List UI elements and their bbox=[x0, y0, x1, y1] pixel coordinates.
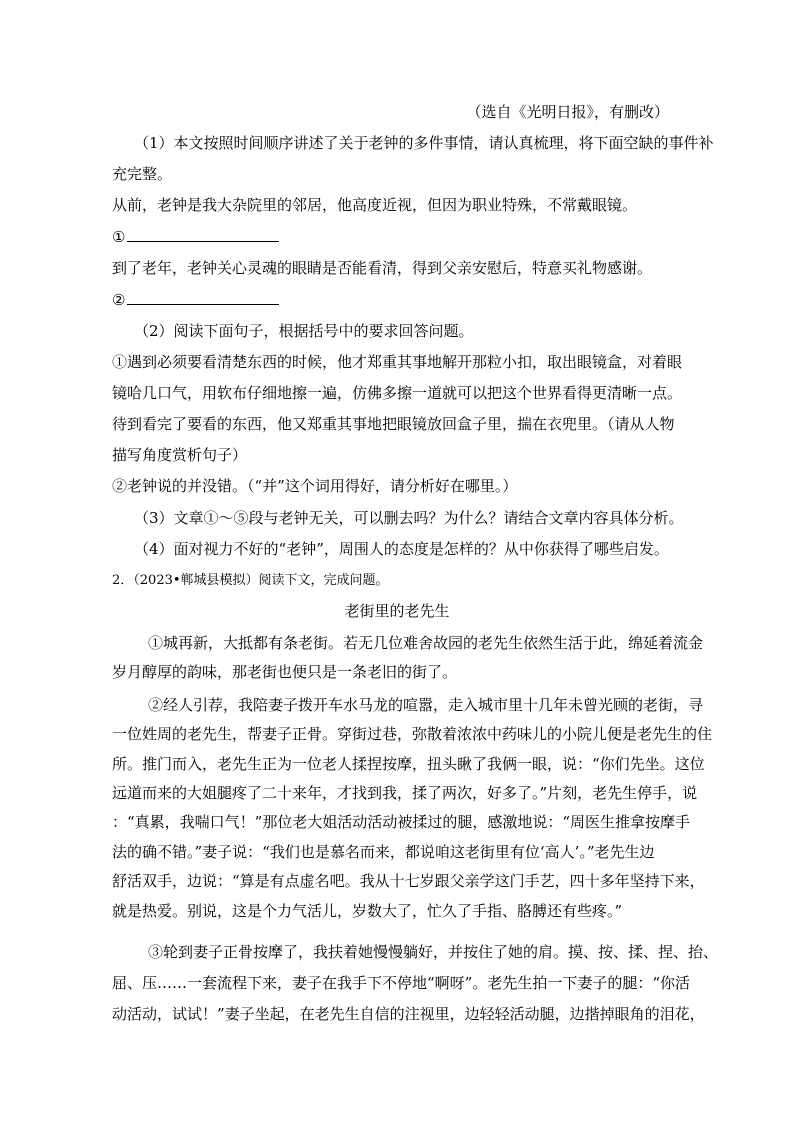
blank-1-label: ① bbox=[112, 228, 126, 246]
paragraph-3-line-3: 动活动，试试！”妻子坐起，在老先生自信的注视里，边轻轻活动腿，边揩掉眼角的泪花， bbox=[112, 1005, 705, 1023]
question-1-prompt: （1）本文按照时间顺序讲述了关于老钟的多件事情，请认真梳理，将下面空缺的事件补 bbox=[134, 134, 714, 152]
paragraph-2-line-8: 就是热爱。别说，这是个力气活儿，岁数大了，忙久了手指、胳膊还有些疼。” bbox=[112, 902, 623, 920]
answer-blank-1[interactable] bbox=[112, 227, 694, 247]
event-a: 从前，老钟是我大杂院里的邻居，他高度近视，但因为职业特殊，不常戴眼镜。 bbox=[112, 196, 638, 214]
paragraph-3-line-2: 屈、压……一套流程下来，妻子在我手下不停地“啊呀”。老先生拍一下妻子的腿：“你活 bbox=[112, 974, 691, 992]
question-2-item-1-line-1: ①遇到必须要看清楚东西的时候，他才郑重其事地解开那粒小扣，取出眼镜盒，对着眼 bbox=[112, 353, 683, 371]
paragraph-2-line-2: 一位姓周的老先生，帮妻子正骨。穿街过巷，弥散着浓浓中药味儿的小院儿便是老先生的住 bbox=[112, 725, 713, 743]
blank-1-line[interactable] bbox=[127, 227, 279, 242]
question-2-item-1-line-3: 待到看完了要看的东西，他又郑重其事地把眼镜放回盒子里，揣在衣兜里。（请从人物 bbox=[112, 415, 675, 433]
paragraph-1-line-2: 岁月醇厚的韵味，那老街也便只是一条老旧的街了。 bbox=[112, 663, 458, 681]
passage-title: 老街里的老先生 bbox=[344, 602, 450, 620]
blank-2-line[interactable] bbox=[127, 290, 279, 305]
question-2-item-2: ②老钟说的并没错。（“并”这个词用得好，请分析好在哪里。） bbox=[112, 477, 518, 495]
question-3: （3）文章①～⑤段与老钟无关，可以删去吗？为什么？请结合文章内容具体分析。 bbox=[134, 509, 684, 527]
paragraph-2-line-4: 远道而来的大姐腿疼了二十来年，才找到我，揉了两次，好多了。”片刻，老先生停手，说 bbox=[112, 784, 698, 802]
source-citation: （选自《光明日报》，有删改） bbox=[466, 103, 669, 121]
question-2-item-1-line-4: 描写角度赏析句子） bbox=[112, 446, 248, 464]
question-1-prompt-cont: 充完整。 bbox=[112, 165, 173, 183]
paragraph-2-line-1: ②经人引荐，我陪妻子拨开车水马龙的喧嚣，走入城市里十几年未曾光顾的老街，寻 bbox=[148, 696, 704, 714]
paragraph-3-line-1: ③轮到妻子正骨按摩了，我扶着她慢慢躺好，并按住了她的肩。摸、按、揉、捏、抬、 bbox=[148, 943, 719, 961]
question-2-prompt: （2）阅读下面句子，根据括号中的要求回答问题。 bbox=[134, 322, 474, 340]
paragraph-1-line-1: ①城再新，大抵都有条老街。若无几位难舍故园的老先生依然生活于此，绵延着流金 bbox=[148, 634, 704, 652]
blank-2-label: ② bbox=[112, 291, 126, 309]
question-4: （4）面对视力不好的“老钟”，周围人的态度是怎样的？从中你获得了哪些启发。 bbox=[134, 540, 669, 558]
paragraph-2-line-3: 所。推门而入，老先生正为一位老人揉捏按摩，扭头瞅了我俩一眼，说：“你们先坐。这位 bbox=[112, 755, 705, 773]
passage-2-header: 2．（2023•郸城县模拟）阅读下文，完成问题。 bbox=[112, 573, 389, 588]
answer-blank-2[interactable] bbox=[112, 290, 694, 310]
question-2-item-1-line-2: 镜哈几口气，用软布仔细地擦一遍，仿佛多擦一道就可以把这个世界看得更清晰一点。 bbox=[112, 384, 683, 402]
paragraph-2-line-7: 舒活双手，边说：“算是有点虚名吧。我从十七岁跟父亲学这门手艺，四十多年坚持下来， bbox=[112, 872, 705, 890]
paragraph-2-line-5: ：“真累，我喘口气！”那位老大姐活动活动被揉过的腿，感激地说：“周医生推拿按摩手 bbox=[112, 813, 691, 831]
paragraph-2-line-6: 法的确不错。”妻子说：“我们也是慕名而来，都说咱这老街里有位‘高人’。”老先生边 bbox=[112, 843, 655, 861]
event-b: 到了老年，老钟关心灵魂的眼睛是否能看清，得到父亲安慰后，特意买礼物感谢。 bbox=[112, 259, 653, 277]
